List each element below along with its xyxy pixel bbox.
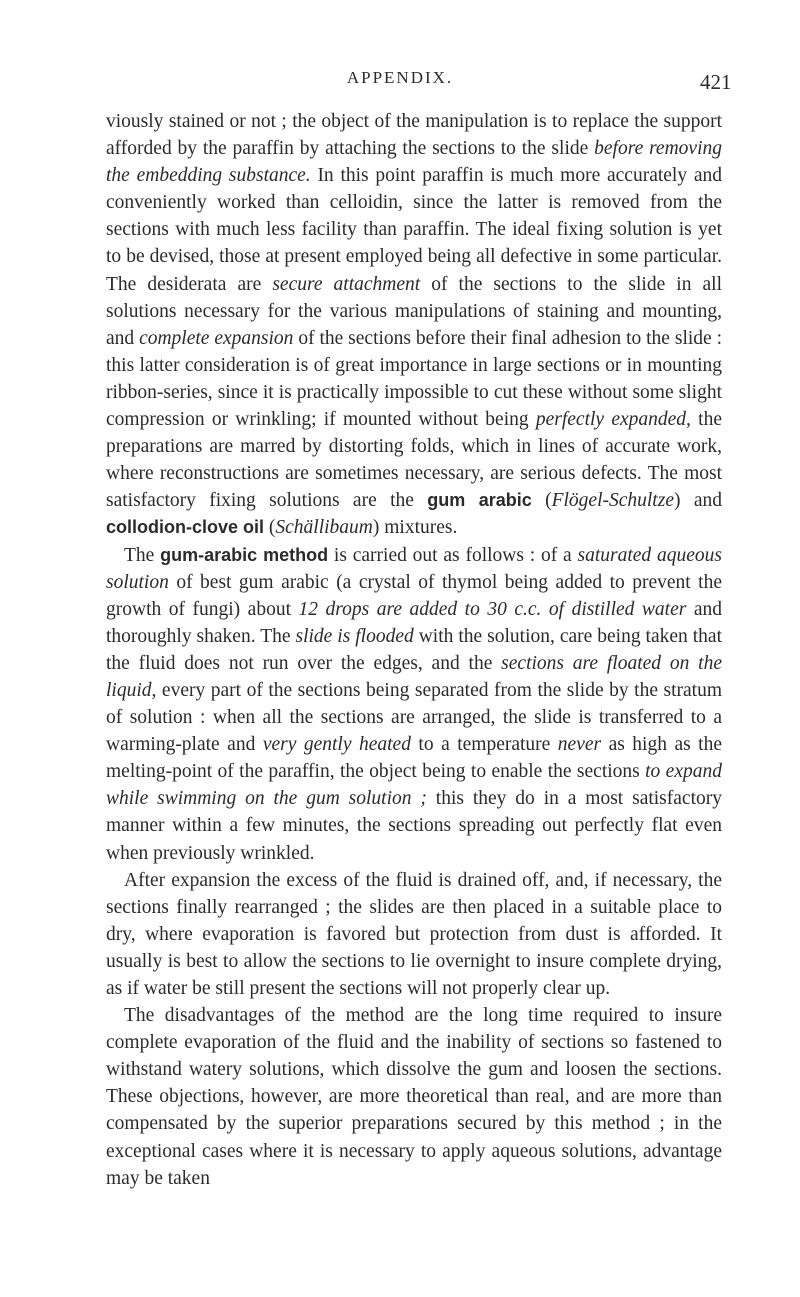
page-number: 421 xyxy=(700,70,732,94)
italic-run: very gently heated xyxy=(262,734,411,756)
text-run: of the sections before their final adhesion to the slide : this latter consideration is of great importance in large sections or in mounting ribbon-series, since it is practically impossible to cut these without some slight compression or wrinkling; if mounted without being xyxy=(106,327,723,431)
text-run: of best gum arabic (a crystal of thymol being added to prevent the growth of fungi) about xyxy=(106,571,722,620)
italic-run: before removing the embedding substance. xyxy=(106,138,722,187)
text-run: The disadvantages of the method are the long time required to insure complete evaporation of the fluid and the inability of sections so fastened to withstand watery solutions, which dissolve the gum and loosen the sections. These objections, however, are more theoretical than real, and are more than compensated by the superior preparations secured by this method ; in the exceptional cases where it is necessary to apply aqueous solutions, advantage may be taken xyxy=(106,1005,722,1189)
running-head: APPENDIX. xyxy=(346,68,454,87)
italic-run: to expand while swimming on the gum solution ; xyxy=(106,761,722,810)
italic-run: saturated aqueous solution xyxy=(106,544,722,593)
bold-term: gum arabic xyxy=(427,490,532,511)
text-run: viously stained or not ; the object of the manipulation is to replace the support afforded by the paraffin by attaching the sections to the slide xyxy=(106,111,722,160)
text-run: is carried out as follows : of a xyxy=(328,544,578,566)
text-run: with the solution, care being taken that the fluid does not run over the edges, and the xyxy=(106,625,722,674)
paragraph xyxy=(106,542,722,867)
italic-run: Flögel-Schultze xyxy=(551,490,674,512)
text-run: the preparations are marred by distorting folds, which in lines of accurate work, where reconstructions are sometimes necessary, are serious defects. The most satisfactory fixing solutions are the xyxy=(106,409,722,512)
italic-run: secure attachment xyxy=(272,273,421,295)
body-text xyxy=(106,108,722,1192)
italic-run: perfectly expanded, xyxy=(535,409,691,431)
italic-run: 12 drops are added to 30 c.c. of distilled water xyxy=(298,598,687,620)
bold-term: gum-arabic method xyxy=(160,544,329,565)
paragraph xyxy=(106,867,722,1002)
italic-run: never xyxy=(557,734,602,756)
text-run: The xyxy=(124,544,161,566)
text-run: ( xyxy=(531,490,552,512)
paragraph xyxy=(106,108,722,542)
text-run: to a temperature xyxy=(410,734,558,756)
italic-run: Schällibaum xyxy=(275,517,373,539)
text-run: After expansion the excess of the fluid is drained off, and, if necessary, the sections finally rearranged ; the slides are then placed in a suitable place to dry, where evaporation is favored but protection from dust is afforded. It usually is best to allow the sections to lie overnight to insure complete drying, as if water be still present the sections will not properly clear up. xyxy=(106,869,722,999)
text-run: as high as the melting-point of the paraffin, the object being to enable the sections xyxy=(106,734,722,783)
text-run: ( xyxy=(264,517,276,539)
paragraph xyxy=(106,1002,722,1192)
italic-run: slide is flooded xyxy=(295,625,414,647)
bold-term: collodion-clove oil xyxy=(106,517,265,538)
italic-run: sections are floated on the liquid, xyxy=(106,652,723,701)
text-run: In this point paraffin is much more accurately and conveniently worked than celloidin, since the latter is removed from the sections with much less facility than paraffin. The ideal fixing solution is yet to be devised, those at present employed being all defective in some particular. The desiderata are xyxy=(106,165,723,295)
text-run: every part of the sections being separated from the slide by the stratum of solution : when all the sections are arranged, the slide is transferred to a warming-plate and xyxy=(106,679,722,756)
text-run: ) and xyxy=(673,490,722,512)
text-run: and thoroughly shaken. The xyxy=(106,598,723,647)
text-run: ) mixtures. xyxy=(372,517,458,539)
text-run: of the sections to the slide in all solutions necessary for the various manipulations of staining and mounting, and xyxy=(106,273,722,349)
text-run: this they do in a most satisfactory manner within a few minutes, the sections spreading out perfectly flat even when previously wrinkled. xyxy=(106,788,722,864)
italic-run: complete expansion xyxy=(139,327,294,349)
